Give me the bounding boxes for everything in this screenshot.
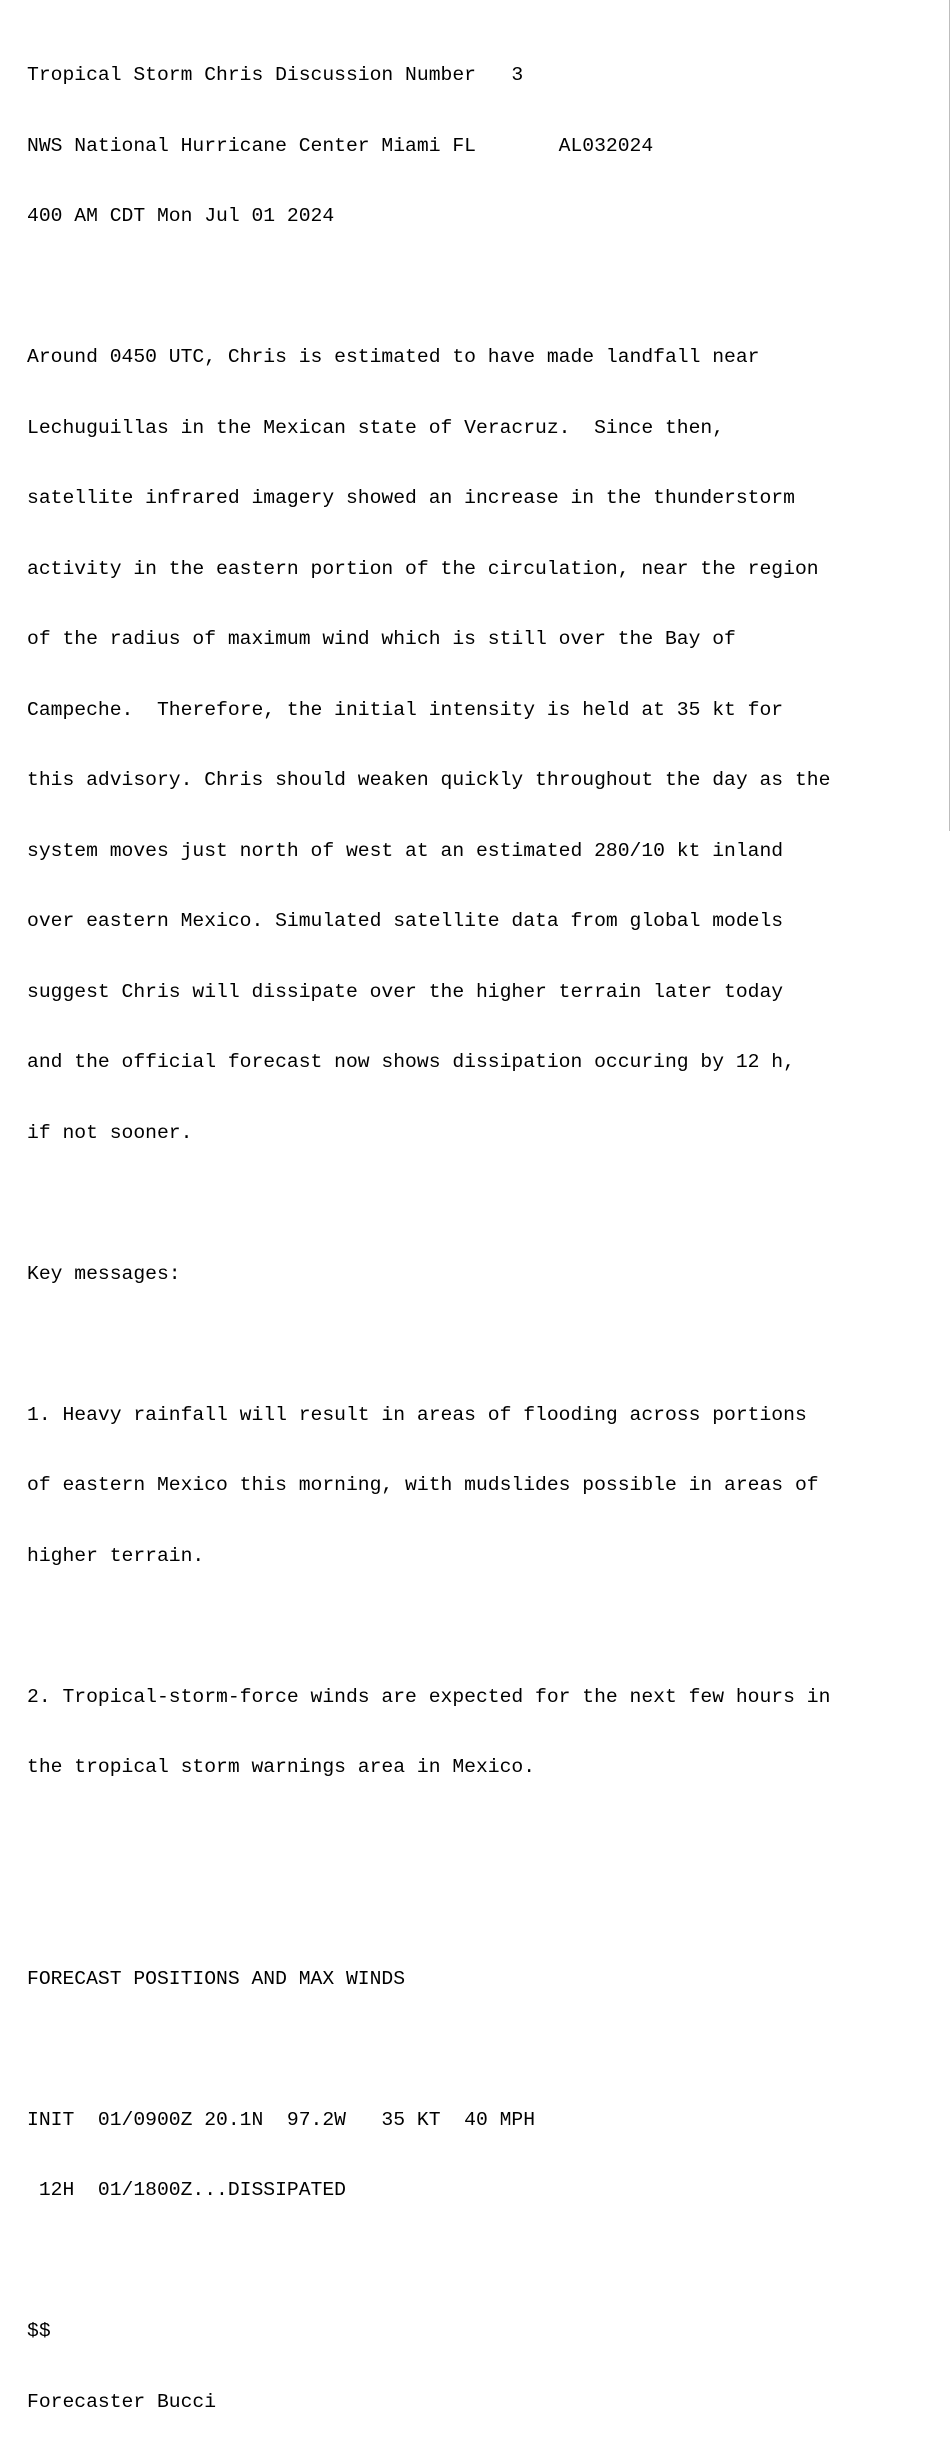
forecast-heading: FORECAST POSITIONS AND MAX WINDS	[27, 1967, 406, 1990]
blank-line	[27, 2038, 830, 2062]
discussion-line: satellite infrared imagery showed an increase in the thunderstorm	[27, 487, 795, 509]
discussion-line: activity in the eastern portion of the circulation, near the region	[27, 557, 819, 580]
blank-line	[27, 1615, 830, 1639]
discussion-document	[27, 17, 830, 2438]
blank-line	[27, 1192, 830, 1216]
discussion-line: over eastern Mexico. Simulated satellite data from global models	[27, 910, 784, 932]
key-message-1-line: 1. Heavy rainfall will result in areas of flooding across portions	[27, 1403, 807, 1426]
discussion-line: Campeche. Therefore, the initial intensity is held at 35 kt for	[27, 698, 784, 721]
forecast-row: INIT 01/0900Z 20.1N 97.2W 35 KT 40 MPH	[27, 2108, 536, 2131]
discussion-line: this advisory. Chris should weaken quickly throughout the day as the	[27, 769, 831, 791]
blank-line	[27, 276, 830, 300]
issuing-office: NWS National Hurricane Center Miami FL AL032024	[27, 134, 654, 157]
discussion-line: suggest Chris will dissipate over the higher terrain later today	[27, 980, 784, 1003]
key-message-2-line: 2. Tropical-storm-force winds are expected for the next few hours in	[27, 1685, 831, 1708]
blank-line	[27, 1827, 830, 1851]
discussion-line: if not sooner.	[27, 1121, 193, 1144]
discussion-line: and the official forecast now shows dissipation occuring by 12 h,	[27, 1051, 795, 1073]
key-messages-heading: Key messages:	[27, 1262, 181, 1285]
forecast-row: 12H 01/1800Z...DISSIPATED	[27, 2179, 346, 2201]
blank-line	[27, 1333, 830, 1357]
discussion-line: Lechuguillas in the Mexican state of Veracruz. Since then,	[27, 416, 725, 439]
discussion-line: of the radius of maximum wind which is still over the Bay of	[27, 628, 736, 650]
discussion-title: Tropical Storm Chris Discussion Number 3	[27, 64, 524, 86]
discussion-line: system moves just north of west at an estimated 280/10 kt inland	[27, 839, 784, 862]
forecaster-signature: Forecaster Bucci	[27, 2390, 217, 2413]
end-marker: $$	[27, 2320, 51, 2342]
key-message-1-line: of eastern Mexico this morning, with mudslides possible in areas of	[27, 1474, 819, 1496]
blank-line	[27, 1897, 830, 1921]
key-message-1-line: higher terrain.	[27, 1544, 205, 1567]
key-message-2-line: the tropical storm warnings area in Mexico.	[27, 1756, 536, 1778]
blank-line	[27, 2250, 830, 2274]
issue-time: 400 AM CDT Mon Jul 01 2024	[27, 205, 335, 227]
discussion-line: Around 0450 UTC, Chris is estimated to have made landfall near	[27, 346, 760, 368]
